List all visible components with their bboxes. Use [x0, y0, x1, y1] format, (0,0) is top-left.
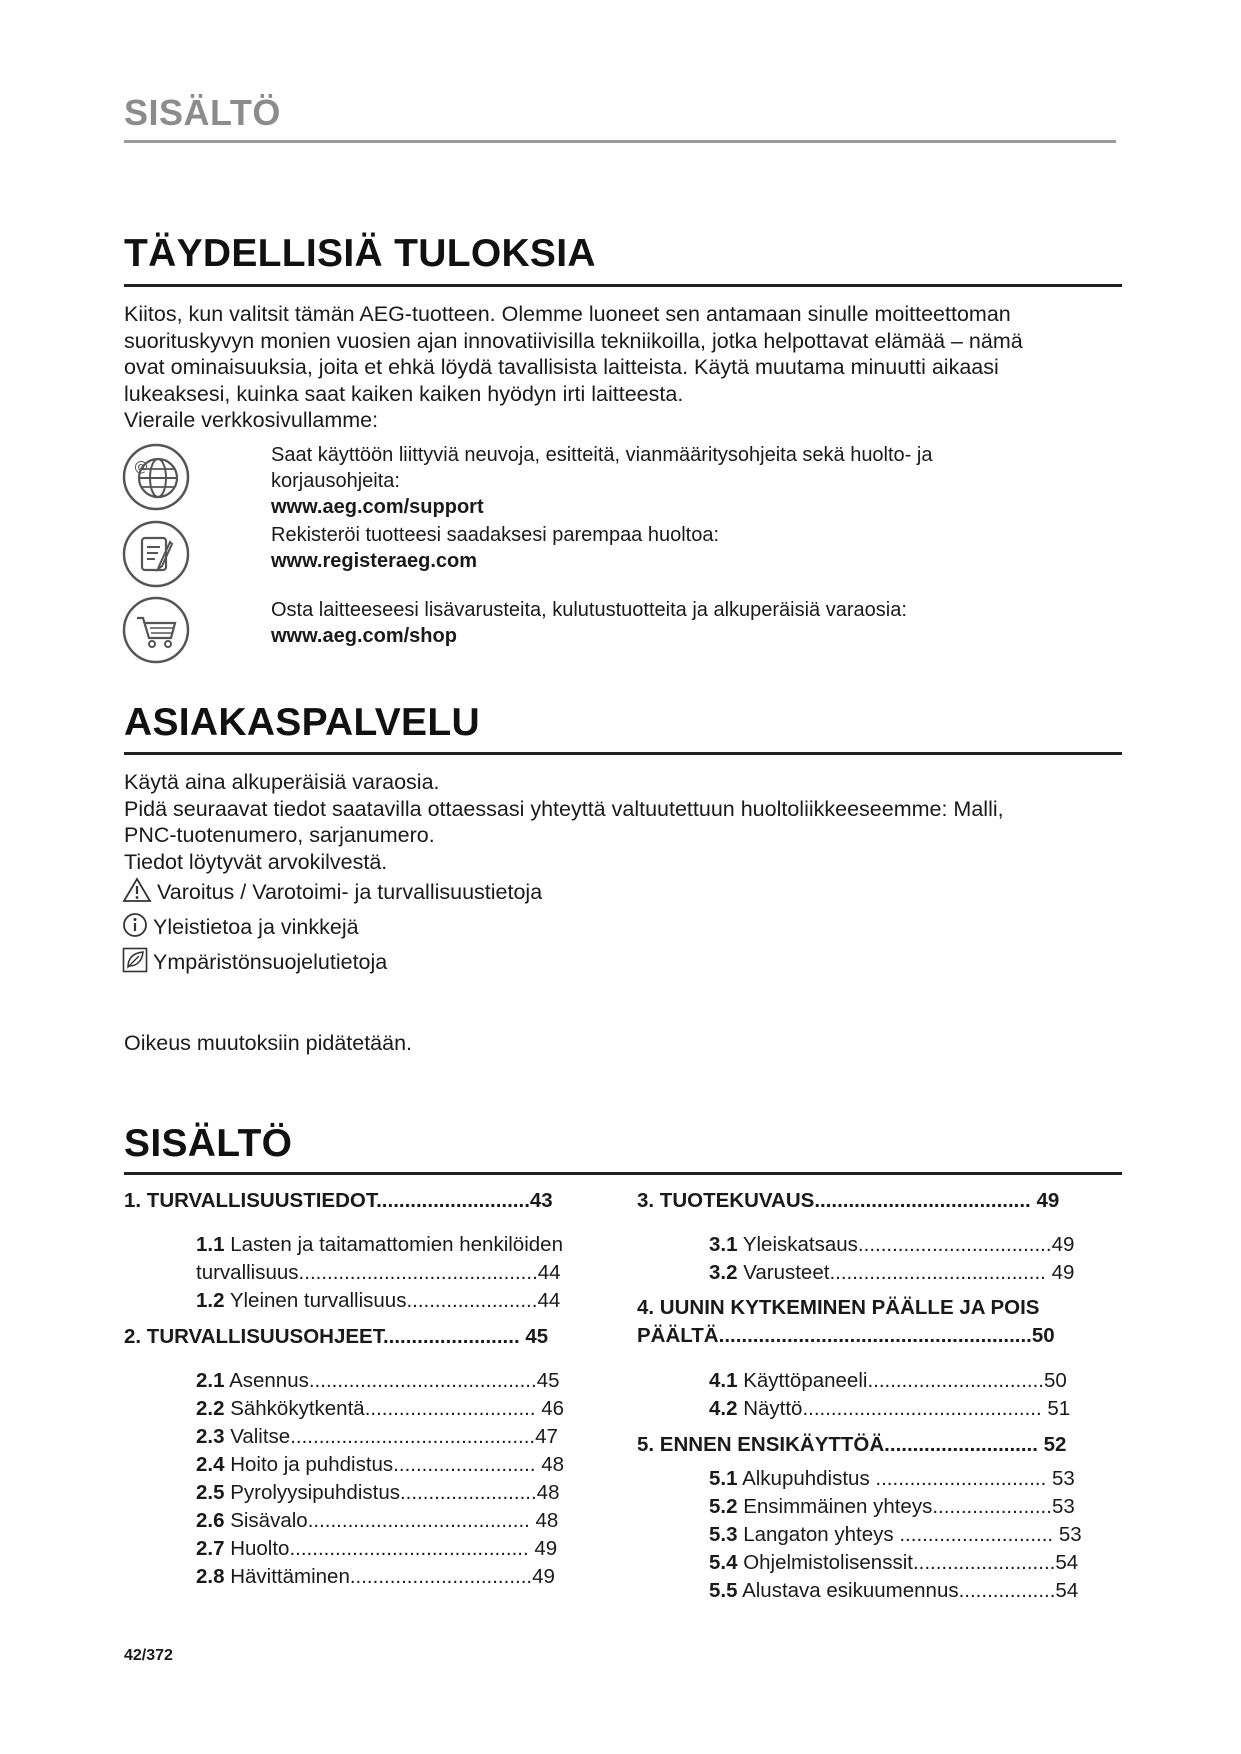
toc-item[interactable]	[196, 1369, 560, 1393]
legend-info	[122, 912, 359, 940]
toc-page: 54	[1055, 1579, 1079, 1602]
support-info	[271, 442, 932, 520]
toc-leader: ...........................	[376, 1189, 530, 1212]
toc-item[interactable]	[196, 1565, 555, 1589]
toc-page: 48	[536, 1481, 560, 1504]
toc-item[interactable]	[637, 1189, 1059, 1213]
toc-num: 2.3	[196, 1425, 225, 1448]
toc-item[interactable]	[124, 1189, 553, 1213]
toc-leader: ........................	[399, 1481, 537, 1504]
toc-page: 50	[1031, 1324, 1055, 1347]
toc-page: 54	[1055, 1551, 1079, 1574]
toc-item[interactable]	[196, 1233, 563, 1257]
toc-label: Alkupuhdistus	[742, 1467, 870, 1490]
toc-label: Yleiskatsaus	[742, 1233, 858, 1256]
support-link[interactable]: www.aeg.com/support	[271, 496, 484, 518]
register-text: Rekisteröi tuotteesi saadaksesi parempaa huoltoa:	[271, 524, 720, 546]
toc-label: Yleinen turvallisuus	[229, 1289, 407, 1312]
shop-text: Osta laitteeseesi lisävarusteita, kulutustuotteita ja alkuperäisiä varaosia:	[271, 599, 907, 621]
toc-leader: .......................................	[307, 1509, 536, 1532]
leaf-icon	[122, 947, 148, 973]
toc-page: 49	[532, 1565, 555, 1588]
toc-label: Hoito ja puhdistus	[230, 1453, 394, 1476]
intro-line: lukeaksesi, kuinka saat kaiken kaiken hyödyn irti laitteesta.	[124, 381, 684, 406]
toc-label: 2. TURVALLISUUSOHJEET	[124, 1325, 383, 1348]
toc-page: 45	[525, 1325, 549, 1348]
toc-item[interactable]	[709, 1495, 1075, 1519]
header-divider	[124, 140, 1116, 143]
toc-page: 45	[536, 1369, 560, 1392]
toc-leader: ..............................	[869, 1467, 1052, 1490]
toc-page: 49	[1051, 1261, 1075, 1284]
toc-leader: ......................................	[814, 1189, 1037, 1212]
toc-item[interactable]	[709, 1467, 1075, 1491]
toc-page: 48	[535, 1509, 559, 1532]
toc-page: 47	[535, 1425, 558, 1448]
toc-divider	[124, 1172, 1122, 1175]
toc-label: Langaton yhteys	[743, 1523, 894, 1546]
toc-num: 5.3	[709, 1523, 738, 1546]
support-text: Saat käyttöön liittyviä neuvoja, esitteitä, vianmääritysohjeita sekä huolto- ja	[271, 444, 933, 466]
toc-item[interactable]	[709, 1579, 1078, 1603]
toc-page: 49	[1051, 1233, 1075, 1256]
toc-item[interactable]	[196, 1289, 560, 1313]
shopping-cart-icon	[122, 596, 190, 664]
toc-label: 3. TUOTEKUVAUS	[637, 1189, 815, 1212]
globe-icon	[122, 443, 190, 511]
toc-num: 1.1	[196, 1233, 225, 1256]
toc-num: 4.1	[709, 1369, 738, 1392]
toc-label: Varusteet	[743, 1261, 830, 1284]
toc-page: 49	[1036, 1189, 1060, 1212]
toc-label: Pyrolyysipuhdistus	[230, 1481, 400, 1504]
toc-leader: ........................................	[308, 1369, 537, 1392]
intro-line: Vieraile verkkosivullamme:	[124, 408, 379, 432]
legend-info-text: Yleistietoa ja vinkkejä	[153, 915, 359, 939]
toc-item[interactable]	[124, 1325, 548, 1349]
register-info	[271, 522, 719, 574]
toc-leader: ..........................................	[802, 1397, 1048, 1420]
toc-page: 53	[1058, 1523, 1082, 1546]
customer-service-heading: ASIAKASPALVELU	[124, 701, 480, 744]
toc-label: Käyttöpaneeli	[743, 1369, 868, 1392]
toc-page: 53	[1051, 1467, 1075, 1490]
toc-leader: .......................	[406, 1289, 538, 1312]
toc-num: 2.8	[196, 1565, 225, 1588]
svg-text:@: @	[134, 459, 148, 475]
toc-leader: ...............................	[867, 1369, 1044, 1392]
toc-label: Asennus	[229, 1369, 309, 1392]
toc-num: 2.2	[196, 1397, 225, 1420]
toc-item[interactable]	[709, 1261, 1074, 1285]
toc-leader: ..........................................	[289, 1537, 535, 1560]
toc-leader: .................	[958, 1579, 1056, 1602]
toc-label: Ensimmäinen yhteys	[743, 1495, 933, 1518]
toc-item[interactable]	[196, 1537, 557, 1561]
intro-line: Kiitos, kun valitsit tämän AEG-tuotteen. Olemme luoneet sen antamaan sinulle moitteettoman	[124, 302, 1011, 326]
legend-environment	[122, 947, 387, 975]
toc-num: 4.2	[709, 1397, 738, 1420]
toc-item[interactable]	[709, 1551, 1078, 1575]
register-link[interactable]: www.registeraeg.com	[271, 550, 477, 572]
toc-leader: ..............................	[364, 1397, 542, 1420]
perfect-results-divider	[124, 284, 1122, 287]
toc-leader: ......................................	[829, 1261, 1052, 1284]
toc-num: 2.6	[196, 1509, 225, 1532]
toc-leader: .........................	[393, 1453, 542, 1476]
toc-label: Huolto	[230, 1537, 290, 1560]
customer-service-paragraph	[124, 769, 1124, 875]
toc-item-cont	[196, 1261, 561, 1285]
toc-page: 52	[1043, 1433, 1067, 1456]
toc-item[interactable]	[709, 1523, 1082, 1547]
toc-num: 2.5	[196, 1481, 225, 1504]
customer-service-divider	[124, 752, 1122, 755]
toc-page: 53	[1051, 1495, 1075, 1518]
toc-label: 4. UUNIN KYTKEMINEN PÄÄLLE JA POIS	[637, 1296, 1040, 1319]
info-icon	[122, 912, 148, 938]
rights-reserved	[124, 1030, 1124, 1057]
toc-num: 5.1	[709, 1467, 738, 1490]
toc-item[interactable]	[196, 1425, 558, 1449]
toc-page: 48	[541, 1453, 565, 1476]
toc-item[interactable]	[196, 1397, 564, 1421]
register-form-icon	[122, 520, 190, 588]
toc-num: 3.1	[709, 1233, 738, 1256]
toc-leader: .......................................................	[718, 1324, 1032, 1347]
toc-leader: ..........................................	[298, 1261, 538, 1284]
toc-leader: ................................	[349, 1565, 533, 1588]
cs-line: Käytä aina alkuperäisiä varaosia.	[124, 770, 440, 794]
cs-line: PNC-tuotenumero, sarjanumero.	[124, 823, 435, 847]
toc-label: Alustava esikuumennus	[742, 1579, 959, 1602]
toc-item[interactable]	[637, 1296, 1039, 1320]
legend-warning-text: Varoitus / Varotoimi- ja turvallisuustietoja	[157, 880, 543, 904]
toc-leader: ...........................................	[290, 1425, 536, 1448]
page-header-title: SISÄLTÖ	[124, 92, 281, 133]
toc-num: 5.5	[709, 1579, 738, 1602]
toc-leader: ...........................	[884, 1433, 1044, 1456]
support-text-cont: korjausohjeita:	[271, 470, 400, 492]
toc-page: 51	[1047, 1397, 1071, 1420]
cs-line: Pidä seuraavat tiedot saatavilla ottaessasi yhteyttä valtuutettuun huoltoliikkeeseemme: Malli,	[124, 796, 1004, 821]
toc-label: Sähkökytkentä	[230, 1397, 365, 1420]
toc-item[interactable]	[709, 1233, 1074, 1257]
toc-item[interactable]	[637, 1433, 1066, 1457]
toc-num: 2.1	[196, 1369, 225, 1392]
toc-item[interactable]	[196, 1509, 558, 1533]
toc-num: 5.4	[709, 1551, 738, 1574]
toc-heading: SISÄLTÖ	[124, 1122, 293, 1165]
toc-num: 1.2	[196, 1289, 225, 1312]
toc-label: 5. ENNEN ENSIKÄYTTÖÄ	[637, 1433, 885, 1456]
toc-item-cont	[637, 1324, 1055, 1348]
toc-page: 50	[1044, 1369, 1067, 1392]
warning-icon	[122, 877, 152, 903]
toc-item[interactable]	[709, 1397, 1070, 1421]
toc-leader: ..................................	[857, 1233, 1052, 1256]
toc-label: Valitse	[230, 1425, 291, 1448]
toc-leader: .........................	[912, 1551, 1056, 1574]
toc-label: turvallisuus	[196, 1261, 299, 1284]
legend-env-text: Ympäristönsuojelutietoja	[153, 950, 388, 974]
toc-page: 46	[541, 1397, 565, 1420]
page-number: 42/372	[124, 1647, 173, 1664]
toc-page: 44	[537, 1261, 561, 1284]
shop-info	[271, 597, 907, 649]
toc-leader: ........................	[382, 1325, 526, 1348]
intro-paragraph	[124, 301, 1124, 434]
toc-item[interactable]	[196, 1453, 564, 1477]
toc-num: 3.2	[709, 1261, 738, 1284]
toc-num: 2.4	[196, 1453, 225, 1476]
toc-label: Hävittäminen	[230, 1565, 350, 1588]
toc-item[interactable]	[196, 1481, 559, 1505]
toc-item[interactable]	[709, 1369, 1067, 1393]
toc-num: 5.2	[709, 1495, 738, 1518]
toc-label: PÄÄLTÄ	[637, 1324, 719, 1347]
toc-leader: .....................	[932, 1495, 1052, 1518]
toc-leader: ...........................	[893, 1523, 1059, 1546]
toc-label: Ohjelmistolisenssit	[743, 1551, 913, 1574]
toc-num: 2.7	[196, 1537, 225, 1560]
rights-text: Oikeus muutoksiin pidätetään.	[124, 1031, 413, 1055]
toc-label: Näyttö	[743, 1397, 803, 1420]
toc-label: Lasten ja taitamattomien henkilöiden	[230, 1233, 563, 1256]
toc-label: 1. TURVALLISUUSTIEDOT	[124, 1189, 377, 1212]
intro-line: suorituskyvyn monien vuosien ajan innovatiivisilla tekniikoilla, jotka helpottavat elämää – nämä	[124, 328, 1023, 353]
perfect-results-heading: TÄYDELLISIÄ TULOKSIA	[124, 232, 596, 275]
intro-line: ovat ominaisuuksia, joita et ehkä löydä tavallisista laitteista. Käytä muutama minuutti aikaasi	[124, 355, 999, 379]
shop-link[interactable]: www.aeg.com/shop	[271, 625, 457, 647]
legend-warning	[122, 877, 542, 905]
toc-page: 43	[529, 1189, 553, 1212]
toc-page: 44	[537, 1289, 561, 1312]
cs-line: Tiedot löytyvät arvokilvestä.	[124, 849, 388, 874]
toc-label: Sisävalo	[230, 1509, 308, 1532]
toc-page: 49	[534, 1537, 558, 1560]
